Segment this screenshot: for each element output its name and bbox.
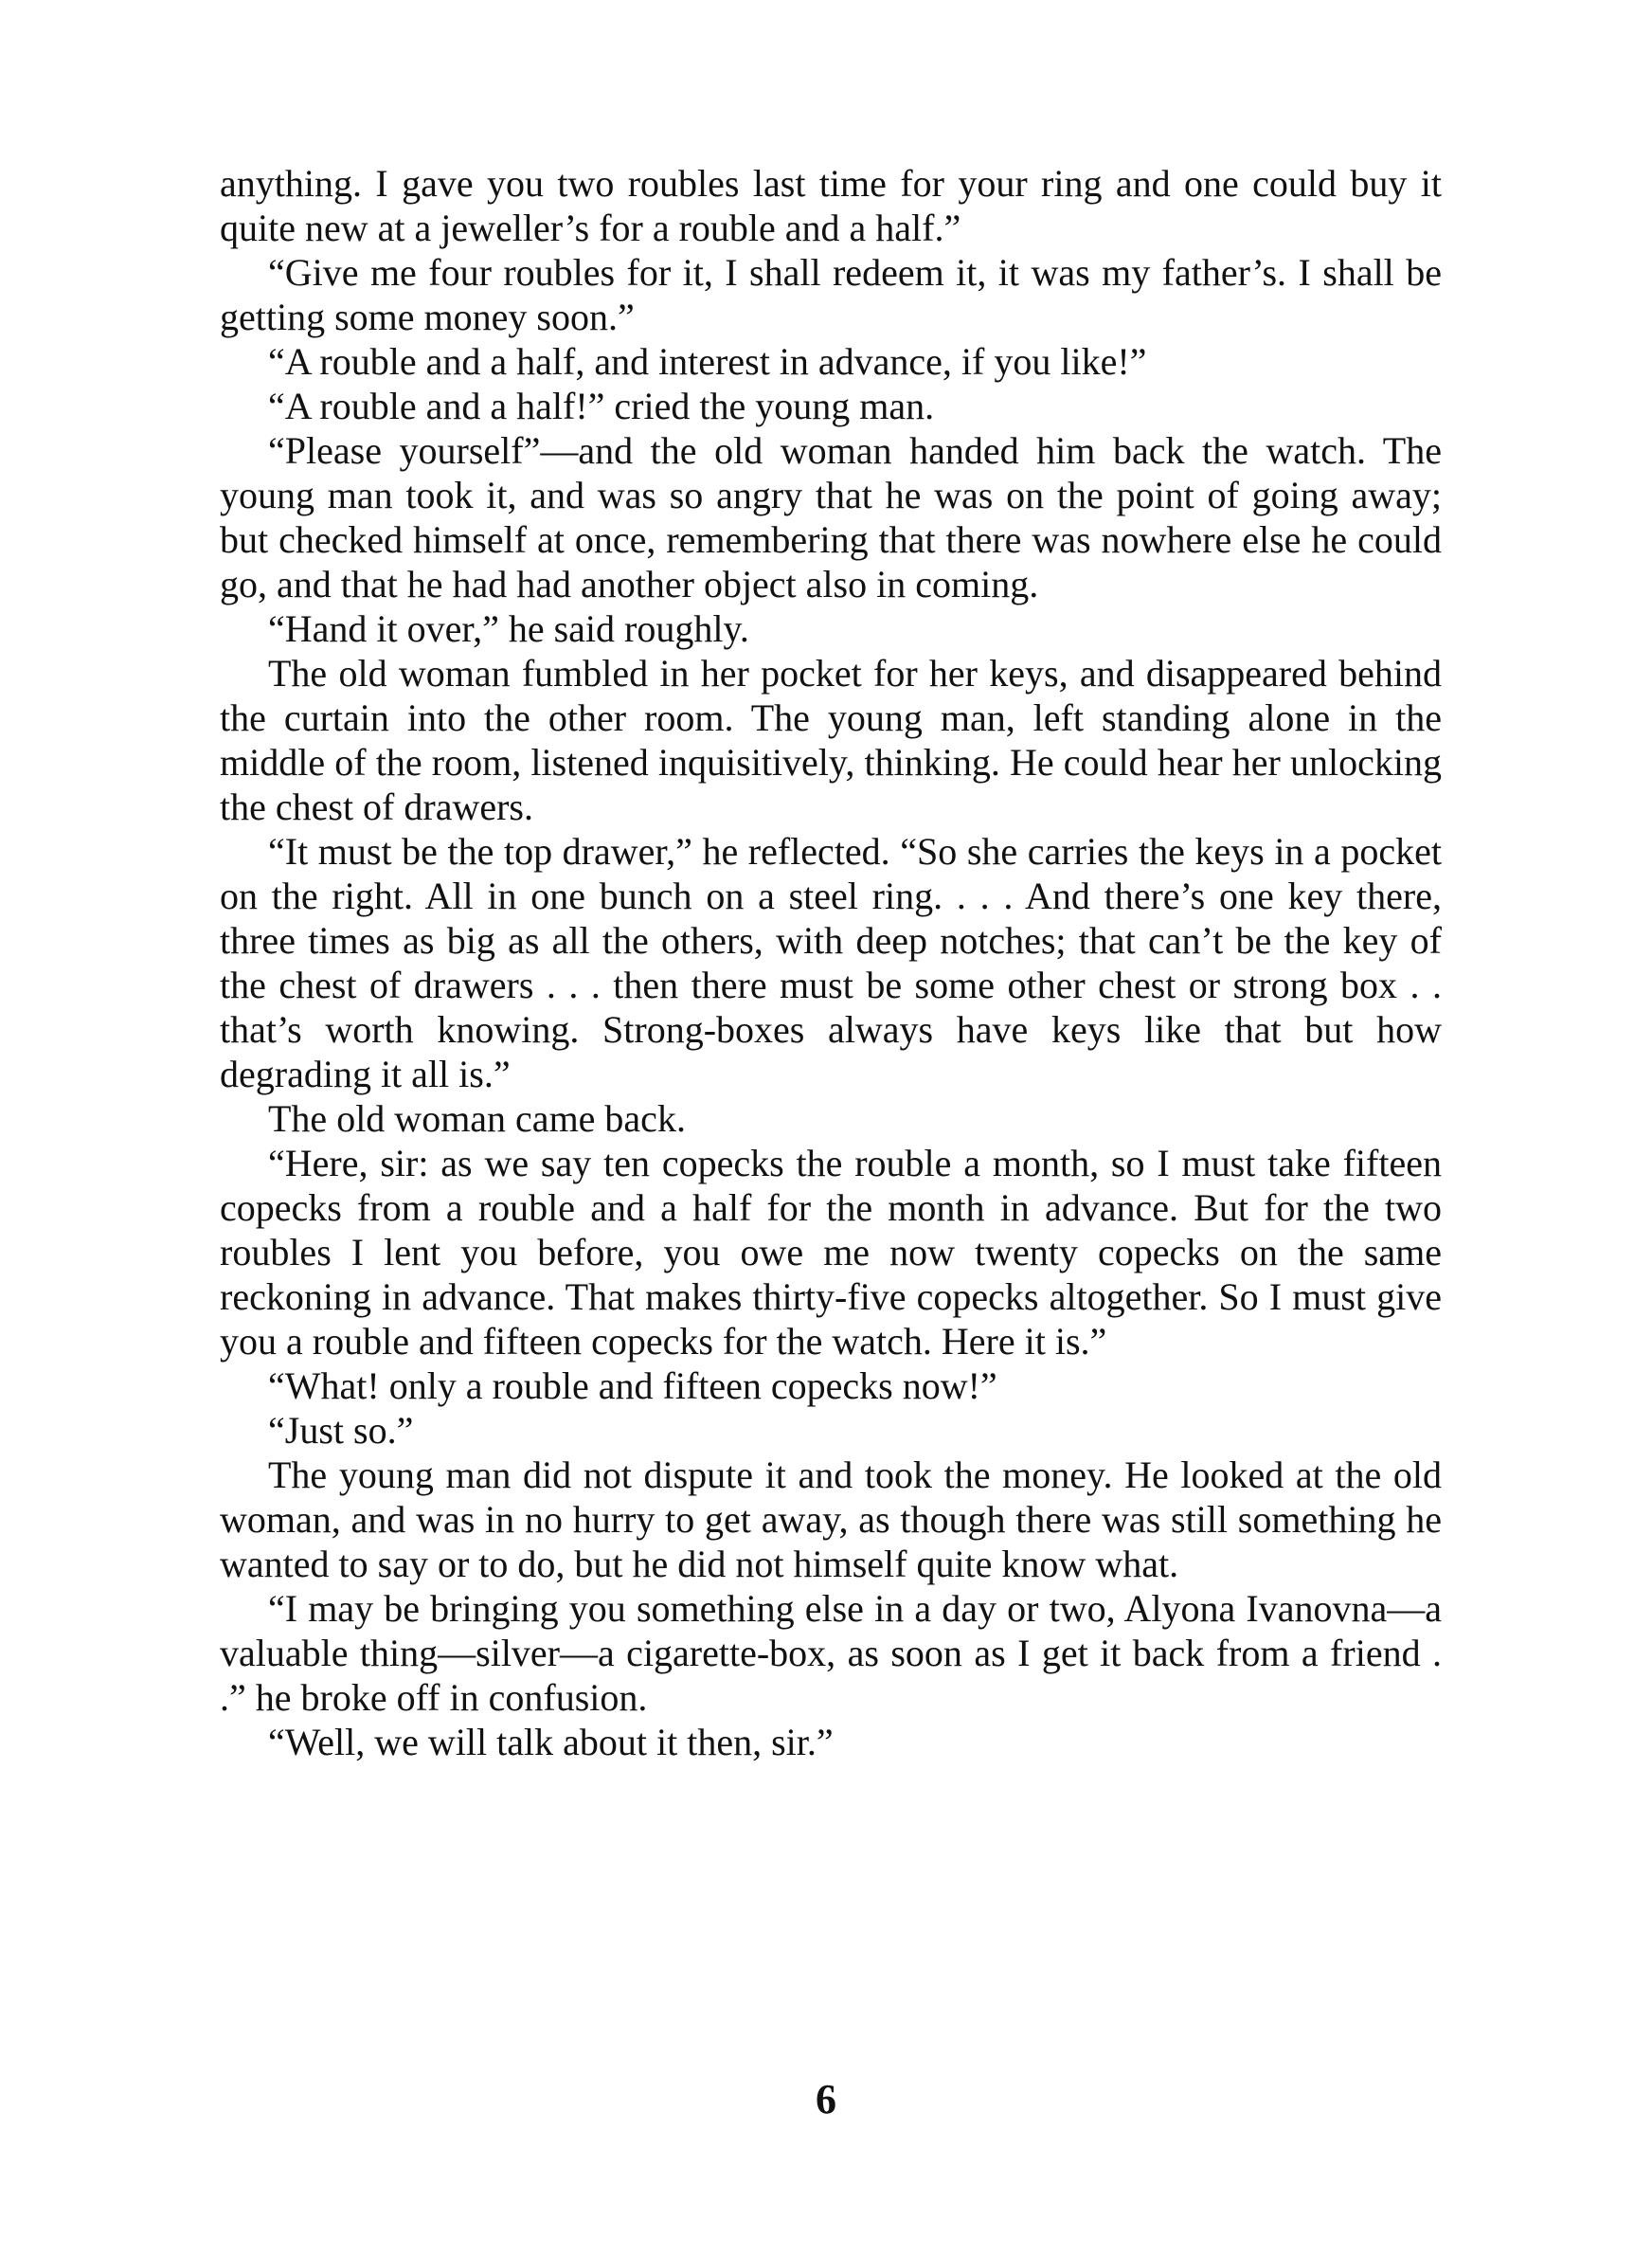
- paragraph: “Give me four roubles for it, I shall redeem it, it was my father’s. I shall be getting some money soon.”: [220, 251, 1442, 338]
- paragraph: “What! only a rouble and fifteen copecks now!”: [268, 1364, 997, 1407]
- paragraph: The old woman came back.: [268, 1097, 686, 1140]
- paragraph-continuation: anything. I gave you two roubles last time for your ring and one could buy it quite new at a jeweller’s for a rouble and a half.”: [220, 162, 1442, 249]
- paragraph: “Well, we will talk about it then, sir.”: [268, 1721, 834, 1763]
- paragraph: “A rouble and a half!” cried the young man.: [268, 385, 935, 427]
- paragraph: The old woman fumbled in her pocket for her keys, and disappeared behind the curtain into the other room. The young man, left standing alone in the middle of the room, listened inquisitively, thinking. He could hear her unlocking the chest of drawers.: [220, 652, 1442, 828]
- paragraph: “A rouble and a half, and interest in advance, if you like!”: [268, 340, 1147, 383]
- paragraph: “Hand it over,” he said roughly.: [268, 607, 749, 650]
- paragraph: “Just so.”: [268, 1409, 414, 1452]
- paragraph: “I may be bringing you something else in a day or two, Alyona Ivanovna—a valuable thing—silver—a cigarette-box, as soon as I get it back from a friend . .” he broke off in confusion.: [220, 1587, 1442, 1719]
- paragraph: The young man did not dispute it and took the money. He looked at the old woman, and was in no hurry to get away, as though there was still something he wanted to say or to do, but he did not himself quite know what.: [220, 1454, 1442, 1585]
- paragraph: “Here, sir: as we say ten copecks the rouble a month, so I must take fifteen copecks from a rouble and a half for the month in advance. But for the two roubles I lent you before, you owe me now twenty copecks on the same reckoning in advance. That makes thirty-five copecks altogether. So I must give you a rouble and fifteen copecks for the watch. Here it is.”: [220, 1142, 1442, 1363]
- page-number: 6: [816, 2076, 836, 2122]
- body-text: [220, 161, 1442, 1764]
- paragraph: “It must be the top drawer,” he reflected. “So she carries the keys in a pocket on the right. All in one bunch on a steel ring. . . . And there’s one key there, three times as big as all the others, with deep notches; that can’t be the key of the chest of drawers . . . then there must be some other chest or strong box . . that’s worth knowing. Strong-boxes always have keys like that but how degrading it all is.”: [220, 830, 1442, 1095]
- paragraph: “Please yourself”—and the old woman handed him back the watch. The young man took it, and was so angry that he was on the point of going away; but checked himself at once, remembering that there was nowhere else he could go, and that he had had another object also in coming.: [220, 429, 1442, 605]
